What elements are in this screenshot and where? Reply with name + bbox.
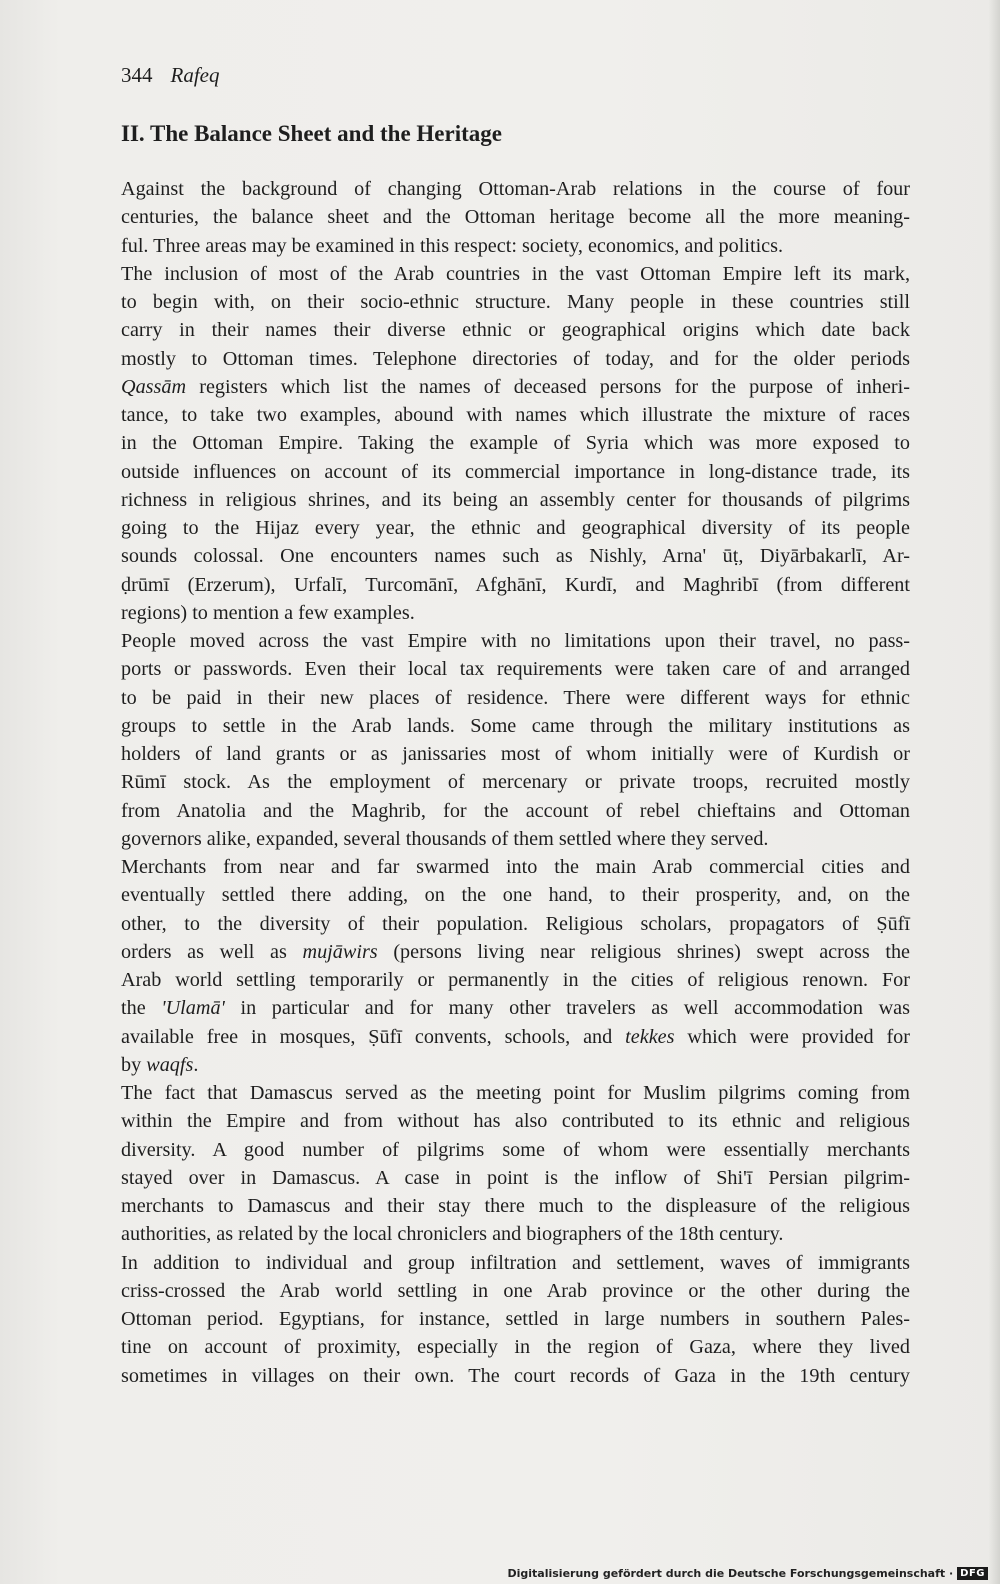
running-head-author: Rafeq: [170, 63, 220, 87]
dfg-logo: DFG: [957, 1567, 988, 1580]
text-line: holders of land grants or as janissaries most of whom initially were of Kurdish or: [121, 743, 910, 765]
text-line: to be paid in their new places of residence. There were different ways for ethnic: [121, 686, 910, 709]
text-line: Against the background of changing Ottoman-Arab relations in the course of four: [121, 178, 910, 200]
text-line: tance, to take two examples, abound with names which illustrate the mixture of races: [121, 404, 910, 426]
page-edge-shadow: [988, 0, 1000, 1584]
paragraph: [121, 627, 910, 853]
text-line: from Anatolia and the Maghrib, for the account of rebel chieftains and Ottoman: [121, 799, 910, 822]
text-line: authorities, as related by the local chroniclers and biographers of the 18th century.: [121, 1223, 784, 1246]
text-line: diversity. A good number of pilgrims some of whom were essentially merchants: [121, 1138, 910, 1161]
text-line: ful. Three areas may be examined in this respect: society, economics, and politics.: [121, 234, 784, 257]
text-line: the 'Ulamā' in particular and for many other travelers as well accommodation was: [121, 997, 910, 1020]
text-line: Merchants from near and far swarmed into the main Arab commercial cities and: [121, 856, 910, 878]
text-line: mostly to Ottoman times. Telephone directories of today, and for the older periods: [121, 347, 910, 370]
paragraph: [121, 853, 910, 1079]
text-line: In addition to individual and group infiltration and settlement, waves of immigrants: [121, 1251, 910, 1274]
text-line: tine on account of proximity, especially in the region of Gaza, where they lived: [121, 1336, 910, 1359]
digitization-credit: [507, 1567, 988, 1580]
text-line: to begin with, on their socio-ethnic structure. Many people in these countries still: [121, 291, 910, 313]
text-line: merchants to Damascus and their stay there much to the displeasure of the religious: [121, 1195, 910, 1217]
running-head: [121, 62, 219, 88]
text-line: groups to settle in the Arab lands. Some came through the military institutions as: [121, 714, 910, 737]
text-line: Ottoman period. Egyptians, for instance, settled in large numbers in southern Pales-: [121, 1308, 910, 1330]
credit-text: Digitalisierung gefördert durch die Deutsche Forschungsgemeinschaft ·: [507, 1567, 954, 1580]
text-line: going to the Hijaz every year, the ethnic and geographical diversity of its people: [121, 517, 910, 539]
paragraph: [121, 260, 910, 627]
text-line: sounds colossal. One encounters names such as Nishly, Arna' ūṭ, Diyārbakarlī, Ar-: [121, 545, 910, 568]
text-line: other, to the diversity of their population. Religious scholars, propagators of Ṣūfī: [121, 912, 910, 935]
paragraph: [121, 175, 910, 260]
text-line: orders as well as mujāwirs (persons living near religious shrines) swept across the: [121, 940, 910, 963]
page-number: 344: [121, 63, 153, 87]
text-line: centuries, the balance sheet and the Ottoman heritage become all the more meaning-: [121, 206, 910, 229]
text-line: outside influences on account of its commercial importance in long-distance trade, its: [121, 460, 910, 483]
paragraph: [121, 1079, 910, 1249]
text-line: The inclusion of most of the Arab countries in the vast Ottoman Empire left its mark,: [121, 262, 910, 285]
paragraph: [121, 1249, 910, 1390]
text-line: in the Ottoman Empire. Taking the example of Syria which was more exposed to: [121, 432, 910, 455]
text-line: sometimes in villages on their own. The court records of Gaza in the 19th century: [121, 1364, 910, 1387]
text-line: stayed over in Damascus. A case in point is the inflow of Shi'ī Persian pilgrim-: [121, 1166, 910, 1189]
text-line: People moved across the vast Empire with no limitations upon their travel, no pass-: [121, 630, 910, 652]
text-line: governors alike, expanded, several thousands of them settled where they served.: [121, 827, 769, 850]
text-line: within the Empire and from without has also contributed to its ethnic and religious: [121, 1110, 910, 1133]
text-line: regions) to mention a few examples.: [121, 601, 415, 624]
text-line: Arab world settling temporarily or permanently in the cities of religious renown. For: [121, 969, 910, 991]
text-line: carry in their names their diverse ethnic or geographical origins which date back: [121, 319, 910, 342]
text-line: available free in mosques, Ṣūfī convents, schools, and tekkes which were provided for: [121, 1025, 911, 1048]
text-line: Qassām registers which list the names of deceased persons for the purpose of inheri-: [121, 375, 910, 398]
text-line: ports or passwords. Even their local tax requirements were taken care of and arranged: [121, 658, 910, 681]
section-title: II. The Balance Sheet and the Heritage: [121, 121, 502, 146]
text-line: The fact that Damascus served as the meeting point for Muslim pilgrims coming from: [121, 1082, 910, 1104]
text-line: ḍrūmī (Erzerum), Urfalī, Turcomānī, Afghānī, Kurdī, and Maghribī (from different: [121, 573, 910, 596]
text-line: richness in religious shrines, and its being an assembly center for thousands of pilgrims: [121, 488, 910, 511]
body-text: [121, 175, 910, 1390]
text-line: by waqfs.: [121, 1053, 199, 1076]
text-line: criss-crossed the Arab world settling in one Arab province or the other during the: [121, 1279, 910, 1302]
text-line: Rūmī stock. As the employment of mercenary or private troops, recruited mostly: [121, 771, 910, 794]
text-line: eventually settled there adding, on the one hand, to their prosperity, and, on the: [121, 884, 910, 907]
